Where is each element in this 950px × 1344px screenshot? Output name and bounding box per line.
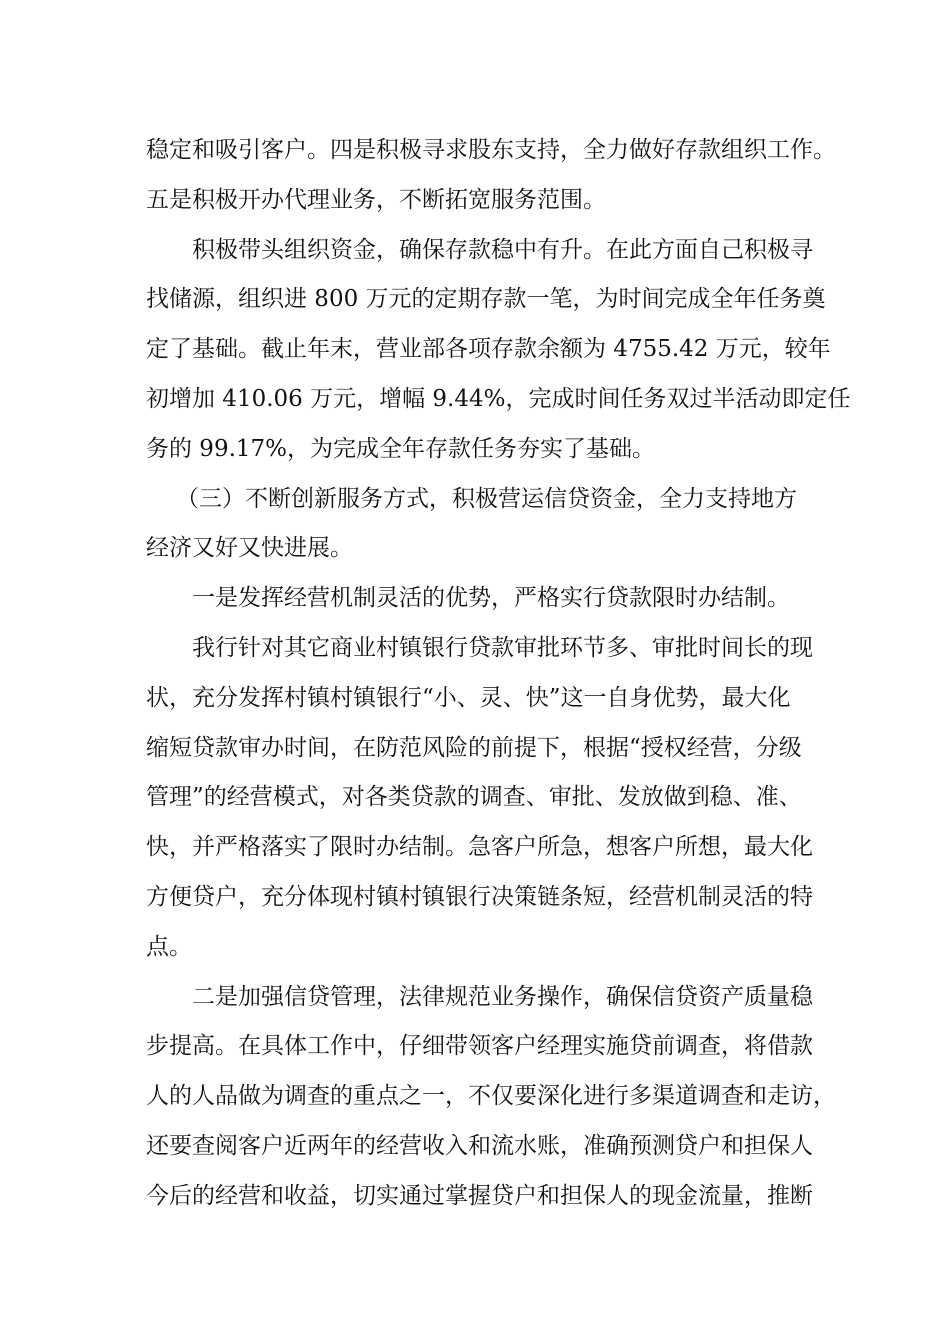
text-line: 稳定和吸引客户。四是积极寻求股东支持，全力做好存款组织工作。 [146, 137, 836, 163]
paragraph-start-line: 我行针对其它商业村镇银行贷款审批环节多、审批时间长的现 [192, 634, 813, 661]
text-line: 还要查阅客户近两年的经营收入和流水账，准确预测贷户和担保人 [146, 1132, 813, 1159]
paragraph-start-line: 一是发挥经营机制灵活的优势，严格实行贷款限时办结制。 [192, 585, 790, 612]
text-line: 状，充分发挥村镇村镇银行“小、灵、快”这一自身优势，最大化 [146, 684, 791, 711]
text-line: 方便贷户，充分体现村镇村镇银行决策链条短，经营机制灵活的特 [146, 883, 813, 910]
text-line: 步提高。在具体工作中，仔细带领客户经理实施贷前调查，将借款 [146, 1033, 813, 1060]
text-line: 找储源，组织进 800 万元的定期存款一笔，为时间完成全年任务奠 [146, 286, 826, 313]
text-line: 快，并严格落实了限时办结制。急客户所急，想客户所想，最大化 [146, 834, 813, 861]
body-text [146, 126, 851, 1222]
text-line: 初增加 410.06 万元，增幅 9.44%，完成时间任务双过半活动即定任 [146, 385, 851, 412]
text-line: 经济又好又快进展。 [146, 535, 353, 562]
text-line: 管理”的经营模式，对各类贷款的调查、审批、发放做到稳、准、 [146, 784, 802, 811]
paragraph-start-line: 积极带头组织资金，确保存款稳中有升。在此方面自己积极寻 [192, 236, 813, 263]
text-line: 五是积极开办代理业务，不断拓宽服务范围。 [146, 186, 606, 213]
text-line: 务的 99.17%，为完成全年存款任务夯实了基础。 [146, 435, 656, 462]
text-line: 定了基础。截止年末，营业部各项存款余额为 4755.42 万元，较年 [146, 336, 831, 363]
text-line: 缩短贷款审办时间，在防范风险的前提下，根据“授权经营，分级 [146, 734, 802, 761]
text-line: 点。 [146, 933, 192, 960]
section-heading-line: （三）不断创新服务方式，积极营运信贷资金，全力支持地方 [176, 485, 797, 512]
text-line: 今后的经营和收益，切实通过掌握贷户和担保人的现金流量，推断 [146, 1182, 813, 1209]
text-line: 人的人品做为调查的重点之一，不仅要深化进行多渠道调查和走访， [146, 1083, 836, 1110]
paragraph-start-line: 二是加强信贷管理，法律规范业务操作，确保信贷资产质量稳 [192, 983, 813, 1010]
